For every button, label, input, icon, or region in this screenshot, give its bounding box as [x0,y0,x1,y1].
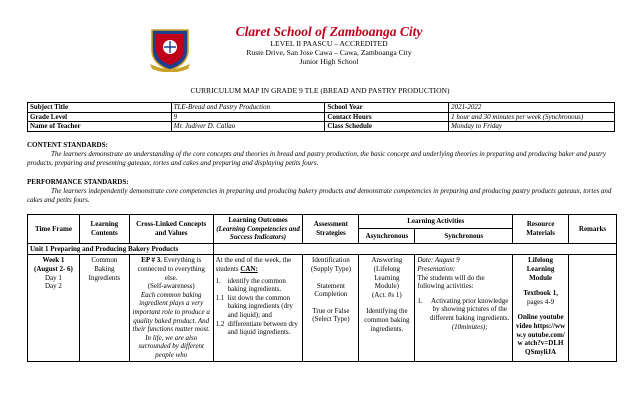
th-resource: Resource Materials [513,215,569,244]
schedule-label: Class Schedule [325,122,449,132]
resource-textbook-pages: pages 4-9 [527,297,555,306]
sync-intro: The students will do the following activities: [417,273,485,291]
ep-reflection: Each common baking ingredient plays a very important role to produce a quality baked product. And their functions matter most. In life, we are also surrounded by different people who [132,290,210,359]
schedule-value: Monday to Friday [449,122,615,132]
async-activity-number: (Act. #s 1) [371,290,402,299]
contact-hours-label: Contact Hours [325,112,449,122]
resource-module: Lifelong Learning Module [526,256,555,282]
performance-standards-text: The learners independently demonstrate core competencies in preparing and producing bakery products and demonstrate competencies in preparing and producing pastry products gateaux, tortes and cakes and petits fours. [27,187,612,204]
school-address: Ruste Drive, San Jose Cawa – Cawa, Zamboanga City [246,48,412,58]
unit-title: Unit 1 Preparing and Producing Bakery Products [28,243,214,255]
school-name: Claret School of Zamboanga City [235,24,423,39]
week-dates: (August 2- 6) [34,264,73,273]
assessment-true-false-type: (Select Type) [312,315,350,324]
accreditation-line: LEVEL II PAASCU – ACCREDITED [270,39,388,48]
cross-linked-cell [129,255,213,361]
outcome-can: CAN: [240,264,258,273]
async-identifying: Identifying the common baking ingredients. [364,307,410,333]
sync-date: Date: August 9 [417,256,460,265]
th-learning-activities: Learning Activities [359,215,513,229]
outcome-intro: At the end of the week, the students [215,256,292,273]
curriculum-map-title: CURRICULUM MAP IN GRADE 9 TLE (BREAD AND PASTRY PRODUCTION) [190,86,450,95]
resource-textbook: Textbook 1, [523,289,558,298]
outcome-1-2: 1.2 differentiate between dry and liquid ingredients. [216,320,301,337]
sync-presentation: Presentation: [417,264,456,273]
resource-video-link[interactable]: Online youtube video https://www.y outube.com/w atch?v=DLH QSmyliJA [515,313,566,356]
teacher-value: Mr. Judiver D. Callao [171,122,325,132]
performance-standards [27,178,617,205]
th-assessment: Assessment Strategies [303,215,359,244]
sync-activity-1-time: (10minutes); [451,322,488,331]
time-frame-cell [28,255,80,361]
assessment-cell [303,255,359,361]
day-1: Day 1 [44,273,62,282]
ep-value: (Self-awareness) [147,282,195,291]
course-info-table [27,102,615,132]
asynchronous-cell [359,255,415,361]
unit-title-spacer [213,243,616,255]
school-year-label: School Year [325,103,449,113]
document-header [0,0,640,96]
outcome-1-2-text: differentiate between dry and liquid ingredients. [227,319,298,337]
school-year-value: 2021-2022 [449,103,615,113]
subject-label: Subject Title [28,103,172,113]
synchronous-cell [415,255,513,361]
th-time-frame: Time Frame [28,215,80,244]
contact-hours-value: 1 hour and 30 minutes per week (Synchronous) [449,112,615,122]
th-asynchronous: Asynchronous [359,229,415,243]
outcome-1: 1. identify the common baking ingredients. [216,277,301,294]
th-learning-contents: Learning Contents [79,215,129,244]
assessment-identification-type: (Supply Type) [310,264,351,273]
week-label: Week 1 [42,256,65,265]
th-learning-outcomes [213,215,303,244]
assessment-true-false: True or False [312,306,350,315]
teacher-label: Name of Teacher [28,122,172,132]
outcome-1-1-text: list down the common baking ingredients (dry and liquid); and [227,293,293,319]
subject-value: TLE-Bread and Pastry Production [171,103,325,113]
th-synchronous: Synchronous [415,229,513,243]
content-standards-heading: CONTENT STANDARDS: [27,141,108,149]
grade-label: Grade Level [28,112,172,122]
remarks-cell [569,255,617,361]
th-outcomes-subtitle: (Learning Competencies and Success Indicators) [216,224,300,242]
ep-text: Everything is connected to everything else. [137,256,205,282]
ep-label: EP # 3. [141,256,162,265]
resource-cell [513,255,569,361]
async-answering: Answering (Lifelong Learning Module) [371,256,403,291]
outcome-1-1: 1.1 list down the common baking ingredients (dry and liquid); and [216,294,301,320]
assessment-identification: Identification [312,256,350,265]
th-remarks: Remarks [569,215,617,244]
learning-outcomes-cell [213,255,303,361]
grade-value: 9 [171,112,325,122]
school-division: Junior High School [299,57,359,67]
curriculum-map-table [27,214,617,362]
learning-content-cell: Common Baking Ingredients [79,255,129,361]
sync-activity-1: 1. Activating prior knowledge by showing pictures of the different baking ingredients. (10minutes); [417,296,510,331]
th-outcomes-title: Learning Outcomes [228,216,288,224]
outcome-1-text: identify the common baking ingredients. [227,276,286,294]
table-row [28,255,617,361]
content-standards-text: The learners demonstrate an understanding of the core concepts and theories in bread and pastry production, the basic concept and underlying theories in preparing and producing baker and pastry products, preparing and presenting gateaux, tortes and cakes and preparing and displaying petits fours. [27,150,606,167]
th-cross-linked: Cross-Linked Concepts and Values [129,215,213,244]
content-standards [27,141,617,168]
performance-standards-heading: PERFORMANCE STANDARDS: [27,178,129,186]
sync-activity-1-text: Activating prior knowledge by showing pictures of the different baking ingredients. [430,296,510,322]
assessment-completion: Statement Completion [314,281,348,299]
day-2: Day 2 [44,282,62,291]
